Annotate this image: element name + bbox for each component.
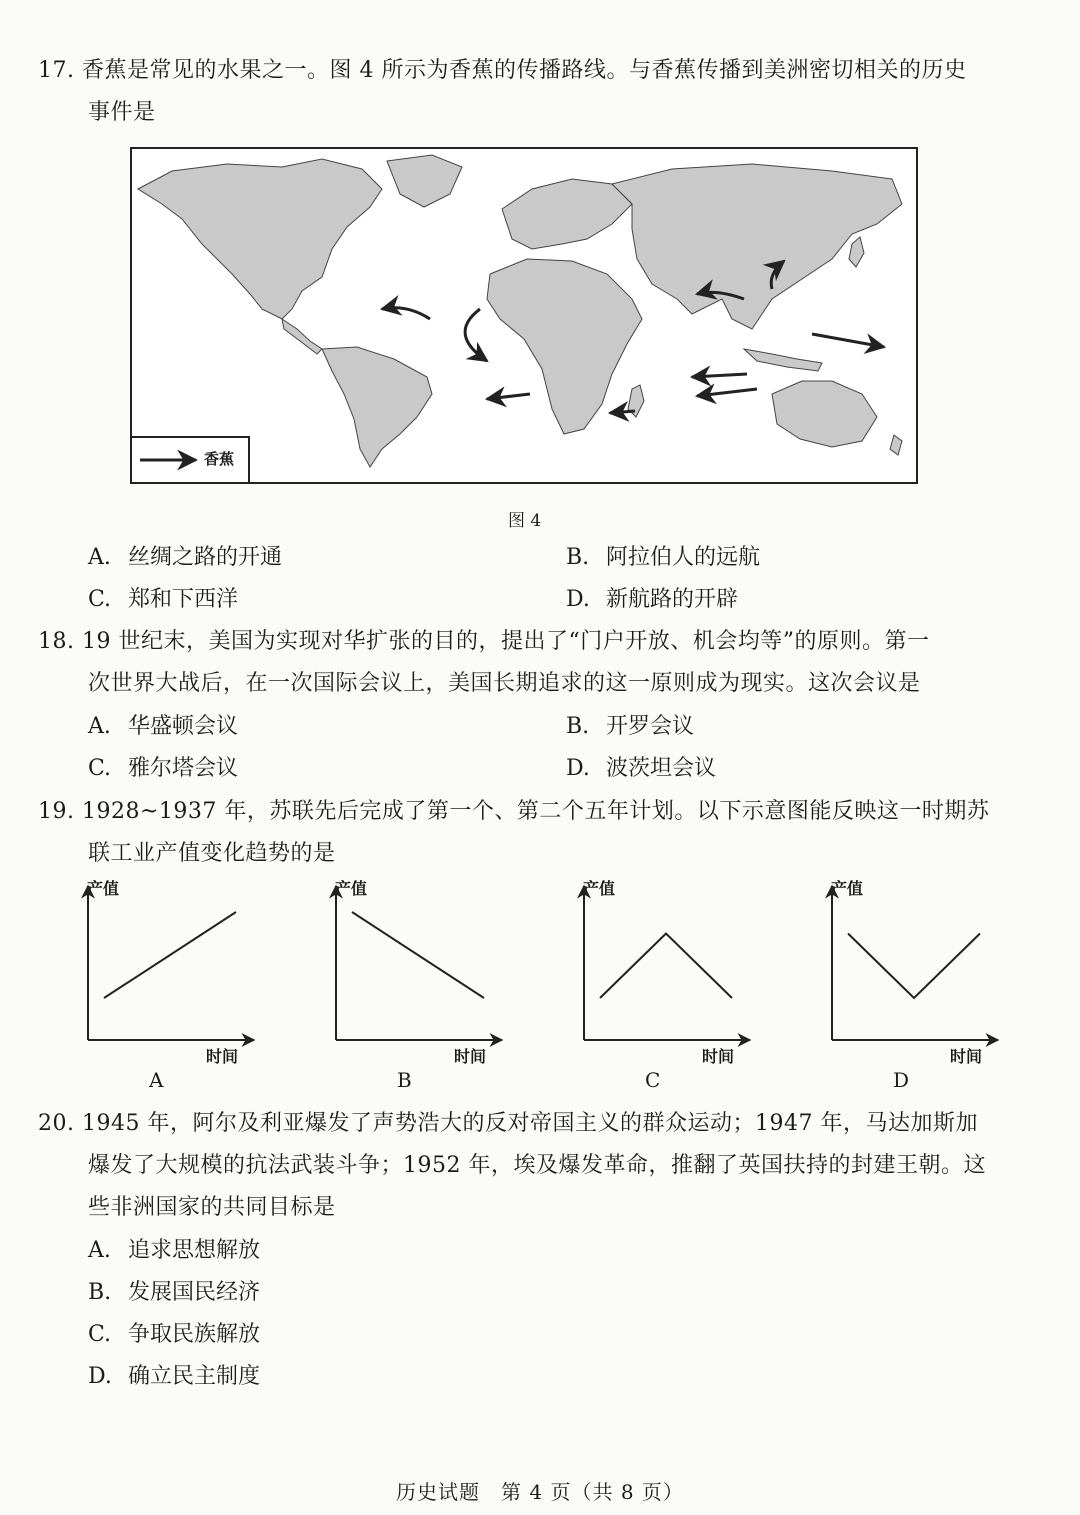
y-axis-label: 产值 [335,879,368,898]
option-text: 开罗会议 [606,714,695,739]
south-america-landmass [322,347,432,467]
q20-option-b[interactable] [88,1278,260,1308]
trend-line [352,912,484,998]
trend-chart-c[interactable] [568,878,808,1092]
route-arrow-west-africa-curve [465,309,487,361]
q18-option-a[interactable] [88,712,238,742]
route-arrow-to-caribbean [382,308,430,319]
trend-chart-a[interactable] [72,878,312,1092]
route-arrow-madagascar [610,411,635,413]
option-text: 波茨坦会议 [606,756,717,781]
q20-stem-line3: 些非洲国家的共同目标是 [88,1195,336,1220]
figure-caption: 图 4 [508,511,542,531]
trend-chart-d-plot [816,878,1056,1078]
option-letter: D. [88,1364,112,1389]
option-letter: B. [566,714,590,739]
option-text: 争取民族解放 [128,1322,261,1347]
world-map [132,149,916,482]
q19-stem-line2: 联工业产值变化趋势的是 [88,841,336,866]
indonesia-landmass [744,349,822,371]
q20-stem-line1 [38,1109,978,1139]
chart-option-letter: C [645,1068,661,1092]
page-footer: 历史试题 第 4 页（共 8 页） [396,1480,684,1504]
option-letter: A. [88,714,111,739]
q20-number: 20. [38,1111,75,1136]
q20-text-1: 1945 年，阿尔及利亚爆发了声势浩大的反对帝国主义的群众运动；1947 年，马达加斯加 [82,1111,978,1136]
chart-option-letter: D [893,1068,910,1092]
route-arrow-pacific-east [812,334,884,347]
x-axis-label: 时间 [950,1047,983,1066]
option-letter: D. [566,587,590,612]
q17-option-c[interactable] [88,585,238,615]
y-axis-label: 产值 [831,879,864,898]
q17-number: 17. [38,58,75,83]
q19-text-1: 1928~1937 年，苏联先后完成了第一个、第二个五年计划。以下示意图能反映这一时期苏 [82,799,990,824]
option-text: 丝绸之路的开通 [128,545,283,570]
x-axis-label: 时间 [454,1047,487,1066]
option-letter: C. [88,1322,112,1347]
q20-stem-line2: 爆发了大规模的抗法武装斗争；1952 年，埃及爆发革命，推翻了英国扶持的封建王朝。这 [88,1153,986,1178]
option-text: 郑和下西洋 [128,587,239,612]
trend-chart-a-plot [72,878,312,1078]
africa-landmass [487,259,642,434]
q20-option-d[interactable] [88,1362,260,1392]
q18-number: 18. [38,629,75,654]
australia-landmass [772,381,877,447]
q17-option-d[interactable] [566,585,738,615]
option-text: 华盛顿会议 [128,714,239,739]
q18-stem-line1 [38,627,929,657]
trend-line [104,912,236,998]
option-text: 追求思想解放 [128,1238,261,1263]
option-text: 新航路的开辟 [606,587,739,612]
q17-text-1: 香蕉是常见的水果之一。图 4 所示为香蕉的传播路线。与香蕉传播到美洲密切相关的历史 [82,58,967,83]
q17-stem-line2: 事件是 [88,100,156,125]
option-letter: A. [88,545,111,570]
x-axis-label: 时间 [206,1047,239,1066]
q17-stem-line1 [38,56,967,86]
option-letter: B. [88,1280,112,1305]
option-letter: C. [88,756,112,781]
q18-option-c[interactable] [88,754,238,784]
y-axis-label: 产值 [87,879,120,898]
option-letter: A. [88,1238,111,1263]
q20-option-a[interactable] [88,1236,260,1266]
trend-line [848,934,980,999]
q19-number: 19. [38,799,75,824]
option-text: 确立民主制度 [128,1364,261,1389]
q19-stem-line1 [38,797,989,827]
trend-chart-c-plot [568,878,808,1078]
banana-spread-map [130,147,918,484]
route-arrow-indian-ocean-2 [697,389,757,396]
europe-landmass [502,179,632,249]
trend-chart-b[interactable] [320,878,560,1092]
option-letter: C. [88,587,112,612]
x-axis-label: 时间 [702,1047,735,1066]
japan-landmass [849,237,864,267]
trend-line [600,934,732,999]
q18-stem-line2: 次世界大战后，在一次国际会议上，美国长期追求的这一原则成为现实。这次会议是 [88,671,921,696]
y-axis-label: 产值 [583,879,616,898]
option-text: 雅尔塔会议 [128,756,239,781]
central-america-landmass [282,319,322,354]
q18-option-b[interactable] [566,712,694,742]
route-arrow-indian-ocean-1 [692,374,747,377]
option-text: 阿拉伯人的远航 [606,545,761,570]
trend-chart-d[interactable] [816,878,1056,1092]
new-zealand-landmass [890,435,902,455]
north-america-landmass [138,159,382,319]
option-letter: D. [566,756,590,781]
q20-option-c[interactable] [88,1320,260,1350]
trend-chart-b-plot [320,878,560,1078]
route-arrow-south-atlantic [487,394,530,399]
q17-option-a[interactable] [88,543,282,573]
option-text: 发展国民经济 [128,1280,261,1305]
option-letter: B. [566,545,590,570]
greenland-landmass [387,155,462,207]
map-legend [132,436,250,482]
q18-option-d[interactable] [566,754,716,784]
q17-option-b[interactable] [566,543,760,573]
chart-option-letter: B [397,1068,412,1092]
q18-text-1: 19 世纪末，美国为实现对华扩张的目的，提出了“门户开放、机会均等”的原则。第一 [82,629,930,654]
legend-arrow-icon [136,440,206,480]
legend-label: 香蕉 [204,450,235,468]
chart-option-letter: A [149,1068,164,1092]
